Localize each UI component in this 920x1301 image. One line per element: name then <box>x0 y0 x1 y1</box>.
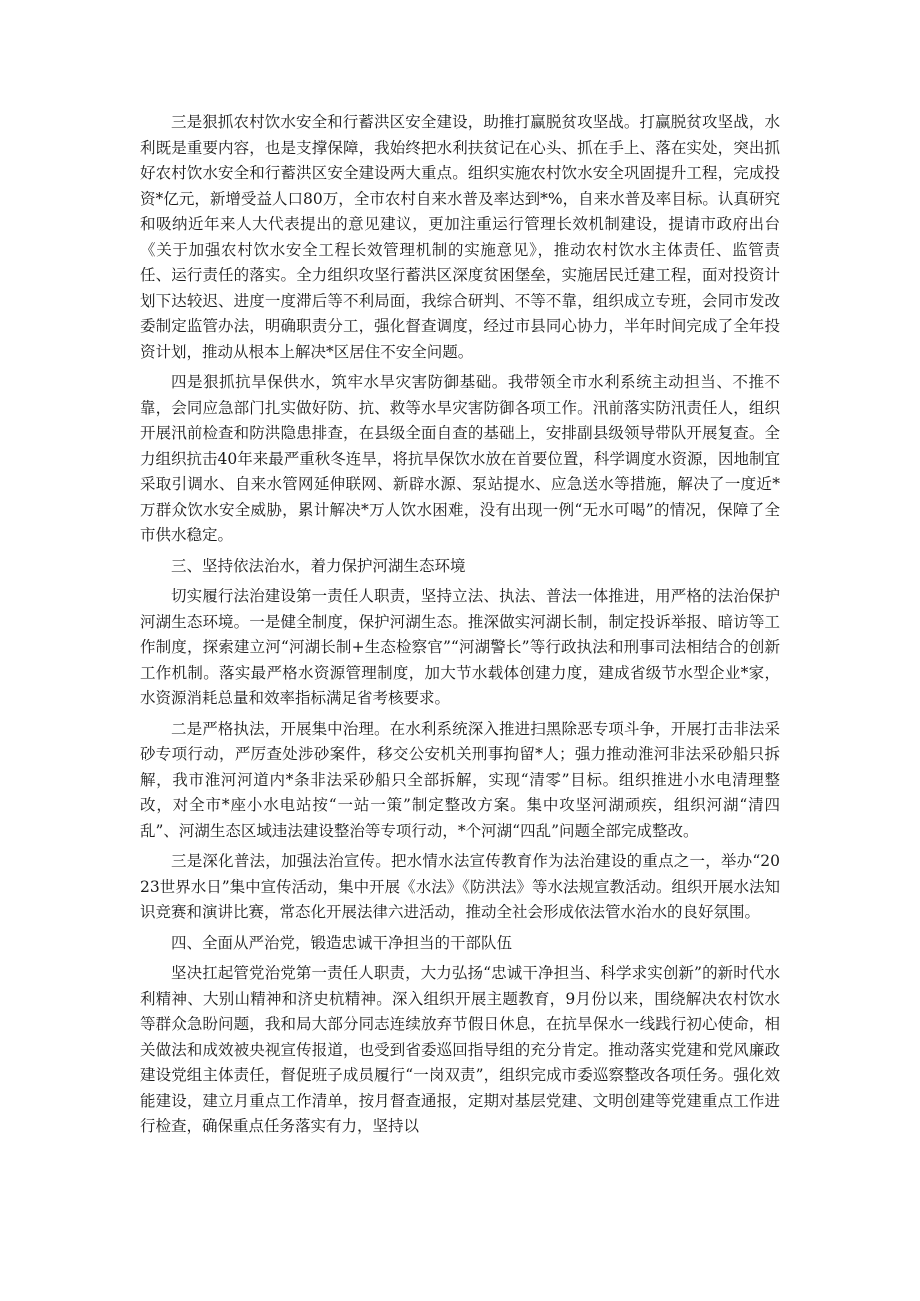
paragraph-law-education: 三是深化普法，加强法治宣传。把水情水法宣传教育作为法治建设的重点之一，举办“2023世界水日”集中宣传活动，集中开展《水法》《防洪法》等水法规宣教活动。组织开展水法知识竞赛和演讲比赛，常态化开展法律六进活动，推动全社会形成依法管水治水的良好氛围。 <box>140 852 780 921</box>
paragraph-rule-of-law-system: 切实履行法治建设第一责任人职责，坚持立法、执法、普法一体推进，用严格的法治保护河湖生态环境。一是健全制度，保护河湖生态。推深做实河湖长制，制定投诉举报、暗访等工作制度，探索建立河“河湖长制+生态检察官”“河湖警长”等行政执法和刑事司法相结合的创新工作机制。落实最严格水资源管理制度，加大节水载体创建力度，建成省级节水型企业*家，水资源消耗总量和效率指标满足省考核要求。 <box>140 587 780 707</box>
paragraph-strict-enforcement: 二是严格执法，开展集中治理。在水利系统深入推进扫黑除恶专项斗争，开展打击非法采砂专项行动，严厉查处涉砂案件，移交公安机关刑事拘留*人；强力推动淮河非法采砂船只拆解，我市淮河河道内*条非法采砂船只全部拆解，实现“清零”目标。组织推进小水电清理整改，对全市*座小水电站按“一站一策”制定整改方案。集中攻坚河湖顽疾，组织河湖“清四乱”、河湖生态区域违法建设整治等专项行动，*个河湖“四乱”问题全部完成整改。 <box>140 719 780 840</box>
paragraph-rural-water-safety: 三是狠抓农村饮水安全和行蓄洪区安全建设，助推打赢脱贫攻坚战。打赢脱贫攻坚战，水利既是重要内容，也是支撑保障，我始终把水利扶贫记在心头、抓在手上、落在实处，突出抓好农村饮水安全和行蓄洪区安全建设两大重点。组织实施农村饮水安全巩固提升工程，完成投资*亿元，新增受益人口80万，全市农村自来水普及率达到*%，自来水普及率目标。认真研究和吸纳近年来人大代表提出的意见建议，更加注重运行管理长效机制建设，提请市政府出台《关于加强农村饮水安全工程长效管理机制的实施意见》，推动农村饮水主体责任、监管责任、运行责任的落实。全力组织攻坚行蓄洪区深度贫困堡垒，实施居民迁建工程，面对投资计划下达较迟、进度一度滞后等不利局面，我综合研判、不等不靠，组织成立专班，会同市发改委制定监管办法，明确职责分工，强化督查调度，经过市县同心协力，半年时间完成了全年投资计划，推动从根本上解决*区居住不安全问题。 <box>140 113 780 361</box>
section-heading-party-discipline: 四、全面从严治党，锻造忠诚干净担当的干部队伍 <box>171 933 513 952</box>
paragraph-party-building: 坚决扛起管党治党第一责任人职责，大力弘扬“忠诚干净担当、科学求实创新”的新时代水利精神、大别山精神和济史杭精神。深入组织开展主题教育，9月份以来，围绕解决农村饮水等群众急盼问题，我和局大部分同志连续放弃节假日休息，在抗旱保水一线践行初心使命，相关做法和成效被央视宣传报道，也受到省委巡回指导组的充分肯定。推动落实党建和党风廉政建设党组主体责任，督促班子成员履行“一岗双责”，组织完成市委巡察整改各项任务。强化效能建设，建立月重点工作清单，按月督查通报，定期对基层党建、文明创建等党建重点工作进行检查，确保重点任务落实有力，坚持以 <box>140 964 780 1135</box>
section-heading-rule-of-law: 三、坚持依法治水，着力保护河湖生态环境 <box>171 556 466 575</box>
document-page <box>140 110 780 1145</box>
paragraph-drought-relief: 四是狠抓抗旱保供水，筑牢水旱灾害防御基础。我带领全市水利系统主动担当、不推不靠，会同应急部门扎实做好防、抗、救等水旱灾害防御各项工作。汛前落实防汛责任人，组织开展汛前检查和防洪隐患排查，在县级全面自查的基础上，安排副县级领导带队开展复查。全力组织抗击40年来最严重秋冬连旱，将抗旱保饮水放在首要位置，科学调度水资源，因地制宜采取引调水、自来水管网延伸联网、新辟水源、泵站提水、应急送水等措施，解决了一度近*万群众饮水安全威胁，累计解决*万人饮水困难，没有出现一例“无水可喝”的情况，保障了全市供水稳定。 <box>140 373 780 544</box>
